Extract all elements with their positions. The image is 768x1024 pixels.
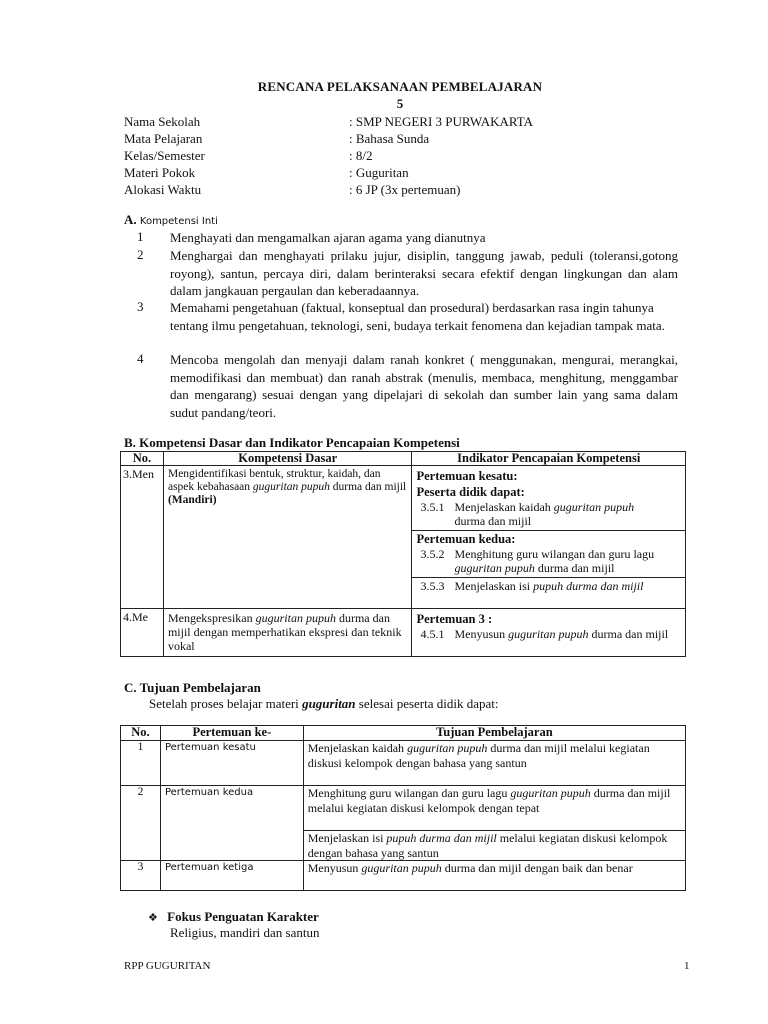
goal-meeting: Pertemuan ketiga	[160, 861, 303, 891]
table-row	[121, 741, 686, 786]
identity-value: : Bahasa Sunda	[349, 131, 430, 146]
identity-value: : 6 JP (3x pertemuan)	[349, 182, 461, 197]
indicator-cell	[412, 578, 686, 609]
meeting-subtitle: Peserta didik dapat:	[416, 485, 525, 499]
page-number: 1	[684, 960, 690, 972]
goal-text: Menjelaskan kaidah guguritan pupuh durma dan mijil melalui kegiatan diskusi kelompok dengan bahasa yang santun	[303, 741, 685, 786]
identity-label: Nama Sekolah	[124, 114, 201, 129]
table-row	[121, 609, 686, 657]
table-header: Indikator Pencapaian Kompetensi	[412, 452, 686, 466]
table-header: Tujuan Pembelajaran	[303, 726, 685, 741]
goal-meeting: Pertemuan kesatu	[160, 741, 303, 786]
indicator-item: 3.5.3 Menjelaskan isi pupuh durma dan mijil	[420, 579, 644, 593]
ki-number: 3	[137, 299, 144, 314]
goal-meeting: Pertemuan kedua	[160, 786, 303, 861]
competency-table	[120, 451, 686, 657]
goal-number: 3	[121, 861, 161, 891]
meeting-title: Pertemuan 3 :	[416, 612, 493, 626]
identity-label: Materi Pokok	[124, 165, 196, 180]
identity-value: : SMP NEGERI 3 PURWAKARTA	[349, 114, 534, 129]
learning-goals-table	[120, 725, 686, 891]
meeting-title: Pertemuan kedua:	[416, 532, 516, 546]
ki-text: Memahami pengetahuan (faktual, konseptual dan prosedural) berdasarkan rasa ingin tahunya tentang ilmu pengetahuan, teknologi, seni, budaya terkait fenomena dan kejadian tampak mata.	[170, 300, 665, 333]
identity-label: Alokasi Waktu	[124, 182, 202, 197]
section-c-heading: C. Tujuan Pembelajaran	[124, 680, 261, 695]
ki-number: 1	[137, 229, 144, 244]
goal-number: 1	[121, 741, 161, 786]
table-header: No.	[121, 726, 161, 741]
table-header-row	[121, 452, 686, 466]
table-row	[121, 466, 686, 531]
character-focus	[148, 909, 319, 925]
section-c-intro: Setelah proses belajar materi guguritan selesai peserta didik dapat:	[149, 696, 499, 711]
identity-value: : Guguritan	[349, 165, 409, 180]
document-title-number: 5	[396, 96, 404, 111]
ki-number: 4	[137, 351, 144, 366]
ki-text: Menghargai dan menghayati prilaku jujur, disiplin, tanggung jawab, peduli (toleransi,gotong royong), santun, percaya diri, dalam berinteraksi secara efektif dengan lingkungan dan alam dalam jangkauan pergaulan dan keberadaannya.	[170, 248, 678, 299]
ki-number: 2	[137, 247, 144, 262]
table-header-row	[121, 726, 686, 741]
kd-text: Mengekspresikan guguritan pupuh durma dan mijil dengan memperhatikan ekspresi dan teknik vokal	[163, 609, 412, 657]
ki-text: Mencoba mengolah dan menyaji dalam ranah konkret ( menggunakan, mengurai, merangkai, memodifikasi dan membuat) dan ranah abstrak (menulis, membaca, menghitung, menggambar dan mengarang) sesuai dengan yang dipelajari di sekolah dan sumber lain yang sama dalam sudut pandang/teori.	[170, 352, 678, 420]
ki-text: Menghayati dan mengamalkan ajaran agama yang dianutnya	[170, 230, 486, 245]
meeting-title: Pertemuan kesatu:	[416, 469, 518, 483]
indicator-cell	[412, 609, 686, 657]
section-b-heading: B. Kompetensi Dasar dan Indikator Pencapaian Kompetensi	[124, 435, 460, 450]
table-row	[121, 861, 686, 891]
identity-label: Mata Pelajaran	[124, 131, 203, 146]
section-a-heading: A. Kompetensi Inti	[124, 212, 218, 227]
goal-text: Menyusun guguritan pupuh durma dan mijil dengan baik dan benar	[303, 861, 685, 891]
kd-number: 4.Me	[121, 609, 164, 657]
table-header: Pertemuan ke-	[160, 726, 303, 741]
character-focus-value: Religius, mandiri dan santun	[170, 925, 320, 940]
identity-label: Kelas/Semester	[124, 148, 205, 163]
goal-text: Menjelaskan isi pupuh durma dan mijil melalui kegiatan diskusi kelompok dengan bahasa yang santun	[303, 831, 685, 861]
indicator-cell	[412, 531, 686, 578]
kd-number: 3.Men	[121, 466, 164, 609]
diamond-bullet-icon: ❖	[148, 911, 158, 924]
indicator-item: 3.5.2 Menghitung guru wilangan dan guru lagu guguritan pupuh durma dan mijil	[420, 547, 655, 575]
goal-text: Menghitung guru wilangan dan guru lagu guguritan pupuh durma dan mijil melalui kegiatan diskusi kelompok dengan tepat	[303, 786, 685, 831]
character-focus-title: Fokus Penguatan Karakter	[167, 909, 319, 924]
goal-number: 2	[121, 786, 161, 861]
indicator-cell	[412, 466, 686, 531]
footer-title: RPP GUGURITAN	[124, 960, 211, 972]
kd-text: Mengidentifikasi bentuk, struktur, kaidah, dan aspek kebahasaan guguritan pupuh durma dan mijil (Mandiri)	[163, 466, 412, 609]
indicator-item: 3.5.1 Menjelaskan kaidah guguritan pupuh durma dan mijil	[420, 500, 635, 528]
identity-value: : 8/2	[349, 148, 373, 163]
document-title: RENCANA PELAKSANAAN PEMBELAJARAN	[257, 79, 543, 94]
table-header: No.	[121, 452, 164, 466]
indicator-item: 4.5.1 Menyusun guguritan pupuh durma dan mijil	[420, 627, 669, 641]
table-row	[121, 786, 686, 831]
table-header: Kompetensi Dasar	[163, 452, 412, 466]
